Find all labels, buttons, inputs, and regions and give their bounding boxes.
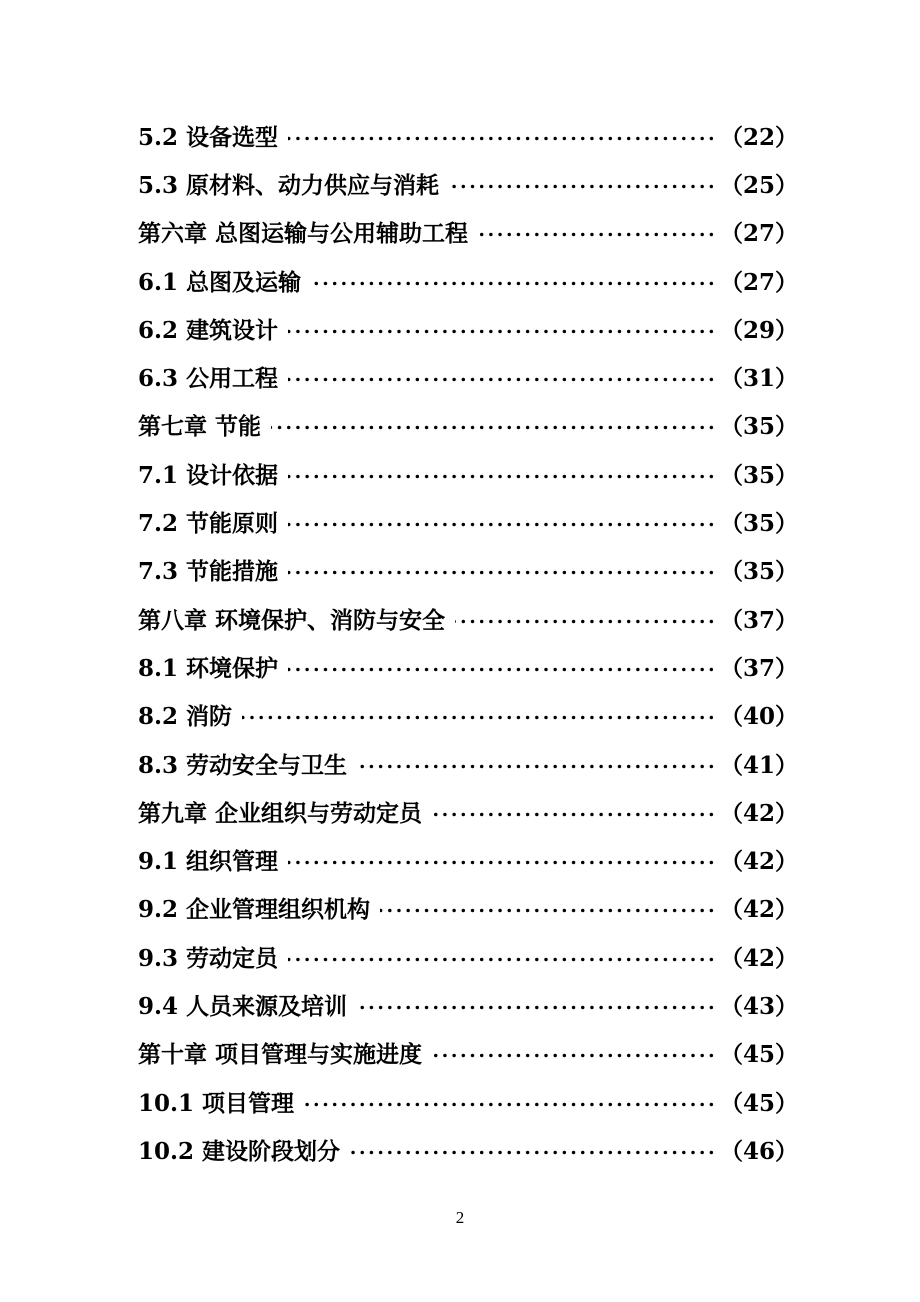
toc-entry-title: 8.3 劳动安全与卫生 <box>138 751 348 779</box>
toc-entry-title: 8.1 环境保护 <box>138 654 279 682</box>
toc-leader-dots <box>304 1102 716 1107</box>
toc-leader-dots <box>432 1053 716 1058</box>
toc-entry-title: 第八章 环境保护、消防与安全 <box>138 606 446 634</box>
toc-entry-page: （42） <box>719 944 798 972</box>
toc-chapter-entry[interactable] <box>138 208 798 256</box>
toc-entry-title: 10.1 项目管理 <box>138 1089 295 1117</box>
toc-entry-page: （35） <box>719 558 798 586</box>
toc-entry-page: （43） <box>719 992 798 1020</box>
toc-leader-dots <box>288 522 716 527</box>
table-of-contents <box>138 111 798 1174</box>
toc-leader-dots <box>288 957 716 962</box>
toc-entry-page: （35） <box>719 413 798 441</box>
toc-entry-title: 6.1 总图及运输 <box>138 268 302 296</box>
toc-entry-page: （40） <box>719 703 798 731</box>
toc-entry[interactable] <box>138 449 798 497</box>
toc-entry-title: 7.1 设计依据 <box>138 461 279 489</box>
toc-entry[interactable] <box>138 1125 798 1173</box>
toc-entry[interactable] <box>138 980 798 1028</box>
toc-leader-dots <box>357 1005 716 1010</box>
toc-entry-page: （25） <box>719 171 798 199</box>
toc-entry-page: （42） <box>719 799 798 827</box>
toc-leader-dots <box>311 281 716 286</box>
toc-entry-page: （27） <box>719 268 798 296</box>
toc-entry-title: 9.1 组织管理 <box>138 848 279 876</box>
toc-entry[interactable] <box>138 884 798 932</box>
toc-entry-title: 10.2 建设阶段划分 <box>138 1137 341 1165</box>
toc-entry-title: 6.2 建筑设计 <box>138 316 279 344</box>
toc-entry-title: 6.3 公用工程 <box>138 365 279 393</box>
toc-entry-title: 5.3 原材料、动力供应与消耗 <box>138 171 440 199</box>
toc-entry[interactable] <box>138 111 798 159</box>
toc-entry-title: 9.4 人员来源及培训 <box>138 992 348 1020</box>
toc-entry[interactable] <box>138 932 798 980</box>
toc-entry-page: （29） <box>719 316 798 344</box>
toc-leader-dots <box>478 232 716 237</box>
toc-leader-dots <box>288 329 716 334</box>
toc-entry-title: 9.3 劳动定员 <box>138 944 279 972</box>
toc-leader-dots <box>380 908 716 913</box>
toc-entry-page: （42） <box>719 848 798 876</box>
toc-entry[interactable] <box>138 256 798 304</box>
toc-leader-dots <box>288 860 716 865</box>
toc-leader-dots <box>288 667 716 672</box>
toc-entry-page: （45） <box>719 1041 798 1069</box>
toc-entry[interactable] <box>138 691 798 739</box>
toc-entry-page: （42） <box>719 896 798 924</box>
toc-entry-title: 第六章 总图运输与公用辅助工程 <box>138 220 469 248</box>
toc-entry-page: （41） <box>719 751 798 779</box>
toc-entry[interactable] <box>138 1077 798 1125</box>
toc-entry-page: （35） <box>719 510 798 538</box>
toc-entry-title: 7.3 节能措施 <box>138 558 279 586</box>
toc-entry[interactable] <box>138 739 798 787</box>
toc-chapter-entry[interactable] <box>138 787 798 835</box>
toc-entry-title: 7.2 节能原则 <box>138 510 279 538</box>
toc-entry[interactable] <box>138 546 798 594</box>
toc-entry-page: （27） <box>719 220 798 248</box>
toc-entry[interactable] <box>138 835 798 883</box>
toc-entry[interactable] <box>138 159 798 207</box>
toc-leader-dots <box>449 184 716 189</box>
toc-chapter-entry[interactable] <box>138 401 798 449</box>
toc-leader-dots <box>288 474 716 479</box>
toc-leader-dots <box>455 619 716 624</box>
toc-leader-dots <box>357 764 716 769</box>
toc-entry-page: （22） <box>719 123 798 151</box>
page-number: 2 <box>455 1208 465 1227</box>
toc-leader-dots <box>242 715 716 720</box>
toc-entry-page: （37） <box>719 654 798 682</box>
toc-leader-dots <box>271 425 716 430</box>
toc-leader-dots <box>288 136 716 141</box>
toc-entry[interactable] <box>138 497 798 545</box>
toc-chapter-entry[interactable] <box>138 594 798 642</box>
toc-entry[interactable] <box>138 642 798 690</box>
toc-leader-dots <box>288 570 716 575</box>
toc-entry-title: 第十章 项目管理与实施进度 <box>138 1041 423 1069</box>
toc-entry-title: 9.2 企业管理组织机构 <box>138 896 371 924</box>
toc-entry-title: 第七章 节能 <box>138 413 262 441</box>
toc-entry-page: （46） <box>719 1137 798 1165</box>
toc-entry-page: （45） <box>719 1089 798 1117</box>
toc-chapter-entry[interactable] <box>138 1029 798 1077</box>
toc-leader-dots <box>432 812 716 817</box>
toc-entry-title: 5.2 设备选型 <box>138 123 279 151</box>
toc-entry[interactable] <box>138 352 798 400</box>
toc-entry-page: （31） <box>719 365 798 393</box>
toc-entry-title: 第九章 企业组织与劳动定员 <box>138 799 423 827</box>
toc-entry[interactable] <box>138 304 798 352</box>
toc-leader-dots <box>350 1150 716 1155</box>
toc-entry-page: （35） <box>719 461 798 489</box>
toc-entry-title: 8.2 消防 <box>138 703 233 731</box>
toc-entry-page: （37） <box>719 606 798 634</box>
toc-leader-dots <box>288 377 716 382</box>
